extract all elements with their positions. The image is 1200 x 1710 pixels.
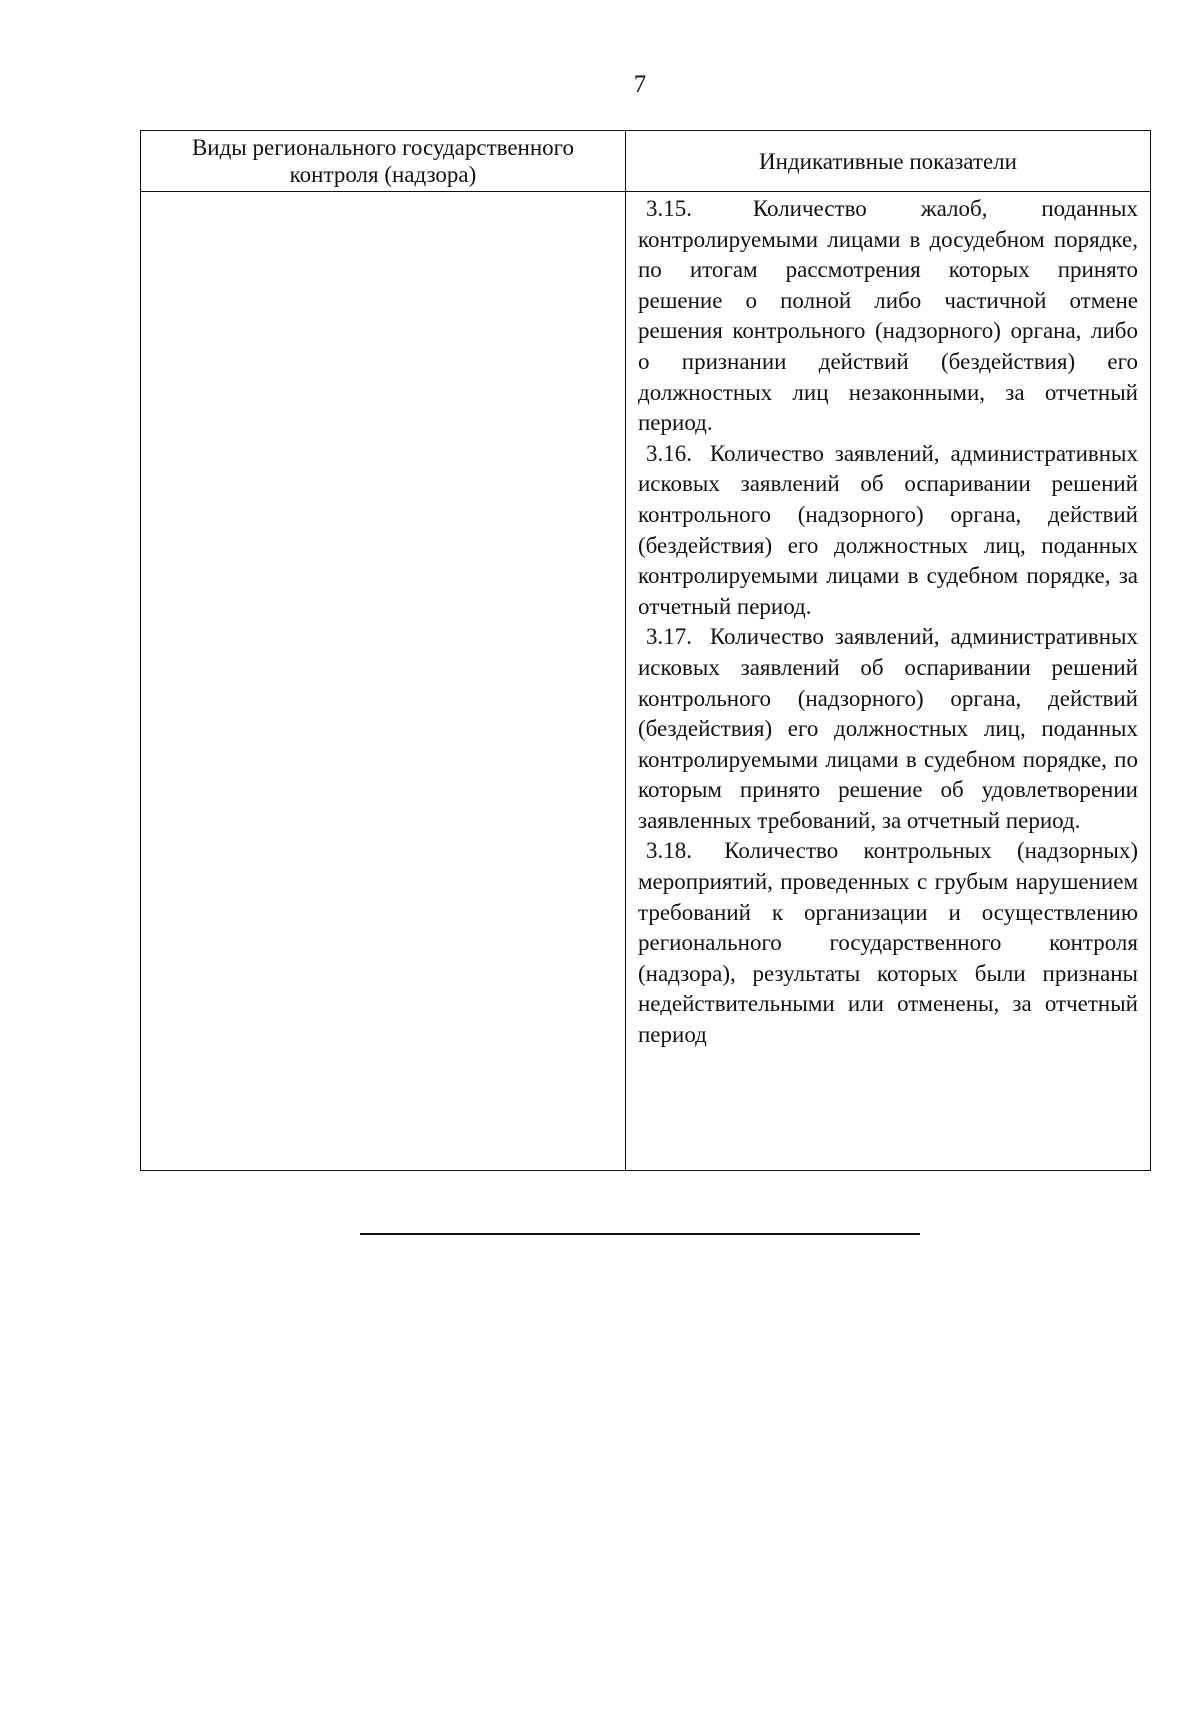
- indicator-text: Количество контрольных (надзорных) мероприятий, проведенных с грубым нарушением требований к организации и осуществлению регионального государственного контроля (надзора), результаты которых были признаны недействительными или отменены, за отчетный период: [638, 838, 1139, 1048]
- indicator-item-3-15: [638, 194, 1138, 439]
- indicators-cell: [626, 192, 1151, 1171]
- indicator-item-3-16: [638, 439, 1138, 623]
- indicator-number: 3.15.: [646, 196, 692, 221]
- indicator-text: Количество жалоб, поданных контролируемыми лицами в досудебном порядке, по итогам рассмотрения которых принято решение о полной либо частичной отмене решения контрольного (надзорного) органа, либо о признании действий (бездействия) его должностных лиц незаконными, за отчетный период.: [638, 196, 1138, 436]
- header-indicators: Индикативные показатели: [626, 131, 1151, 192]
- indicator-item-3-17: [638, 622, 1138, 836]
- header-control-types: Виды регионального государственного контроля (надзора): [141, 131, 626, 192]
- indicators-table: [140, 130, 1151, 1171]
- indicator-item-3-18: [638, 836, 1138, 1050]
- control-types-cell: [141, 192, 626, 1171]
- indicator-text: Количество заявлений, административных исковых заявлений об оспаривании решений контрольного (надзорного) органа, действий (бездействия) его должностных лиц, поданных контролируемыми лицами в судебном порядке, по которым принято решение об удовлетворении заявленных требований, за отчетный период.: [638, 624, 1138, 833]
- indicator-number: 3.18.: [646, 838, 692, 864]
- table-header-row: [141, 131, 1151, 192]
- indicator-text: Количество заявлений, административных исковых заявлений об оспаривании решений контрольного (надзорного) органа, действий (бездействия) его должностных лиц, поданных контролируемыми лицами в судебном порядке, за отчетный период.: [638, 440, 1138, 619]
- indicator-number: 3.16.: [646, 440, 692, 466]
- indicator-number: 3.17.: [646, 624, 692, 650]
- closing-divider-line: [360, 1233, 920, 1235]
- table-row: [141, 192, 1151, 1171]
- page-number: 7: [633, 71, 647, 98]
